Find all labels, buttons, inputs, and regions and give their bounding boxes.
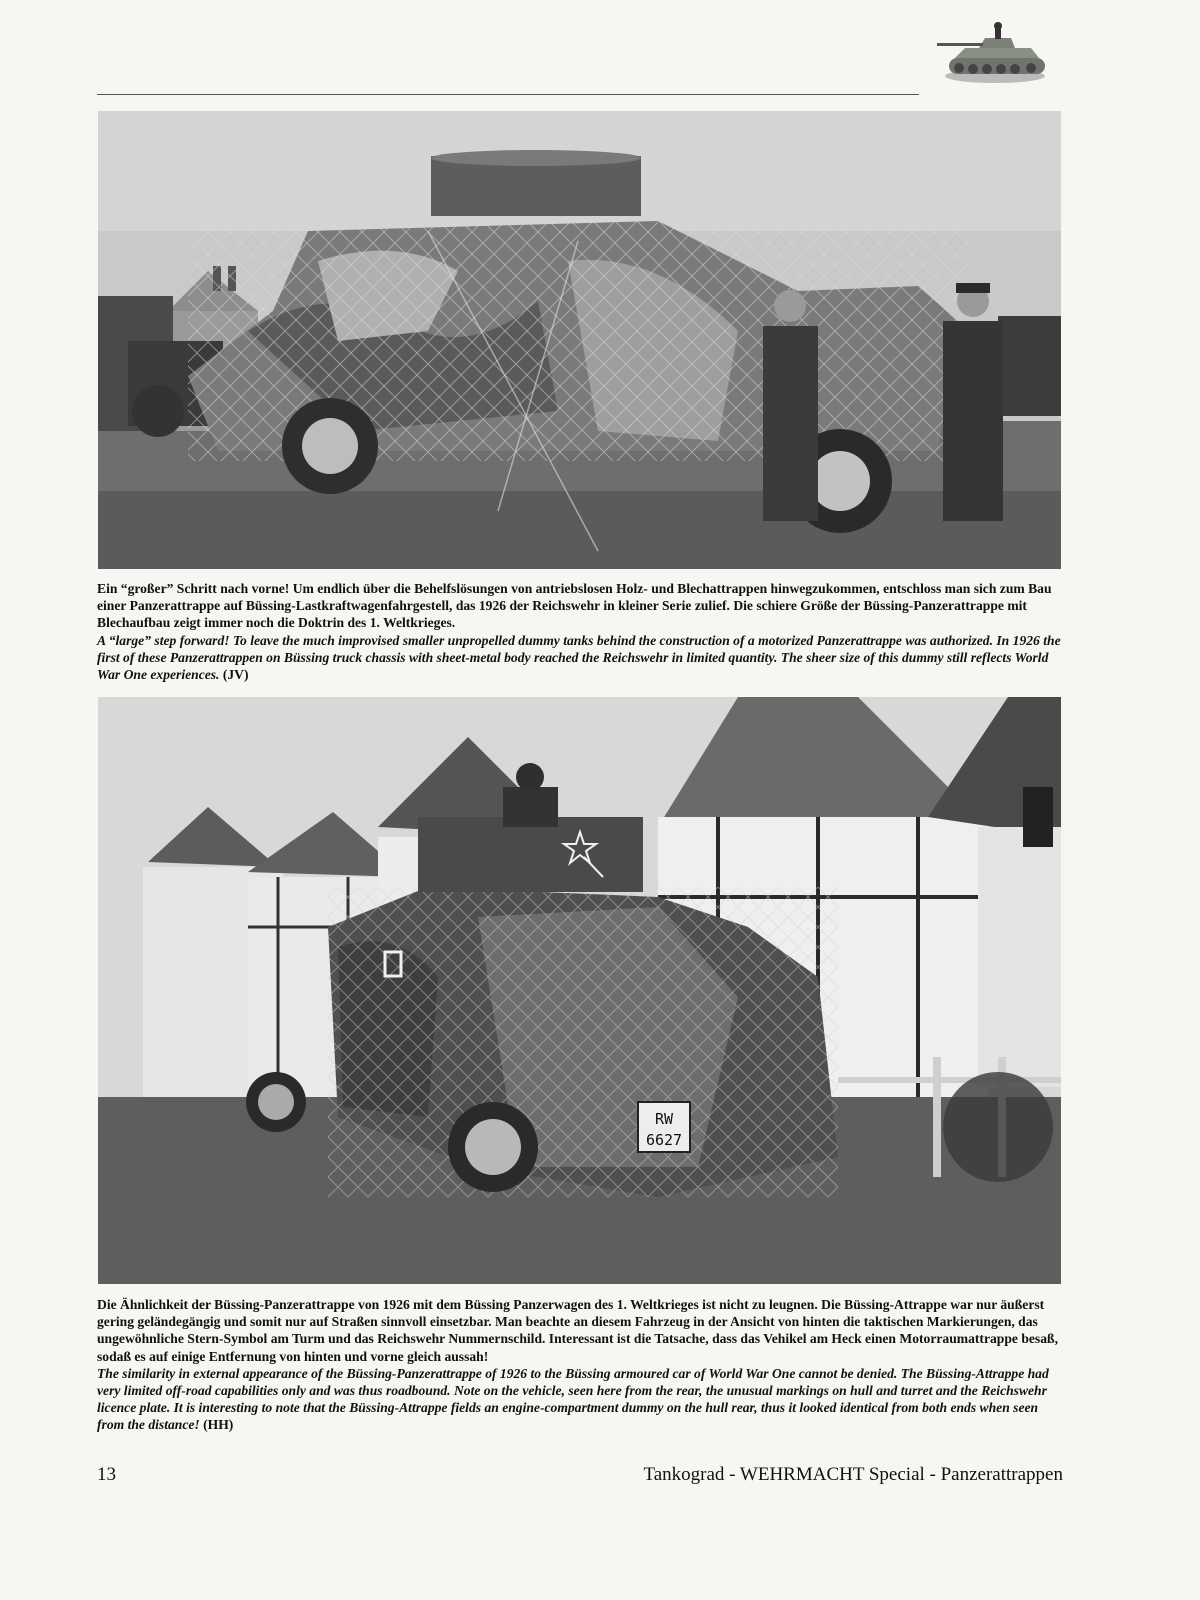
header-rule bbox=[97, 94, 919, 95]
caption-1-english bbox=[97, 632, 1062, 684]
caption-2-credit: (HH) bbox=[203, 1417, 234, 1433]
licence-plate-line-1: RW bbox=[654, 1110, 674, 1128]
caption-1-german: Ein “großer” Schritt nach vorne! Um endlich über die Behelfslösungen von antriebslosen Holz- und Blechattrappen hinwegzukommen, entschloss man sich zum Bau einer Panzerattrappe auf Büssing-Lastkraftwagenfahrgestell, das 1926 der Reichswehr in kleiner Serie zulief. Die schiere Größe der Büssing-Panzerattrappe mit Blechaufbau zeigt immer noch die Doktrin des 1. Weltkrieges. bbox=[97, 581, 1052, 631]
photo-dummy-tank-village bbox=[98, 697, 1061, 1284]
caption-2-german: Die Ähnlichkeit der Büssing-Panzerattrappe von 1926 mit dem Büssing Panzerwagen des 1. Weltkrieges ist nicht zu leugnen. Die Büssing-Attrappe war nur äußerst gering geländegängig und somit nur auf Straßen sinnvoll einsetzbar. Man beachte an diesem Fahrzeug in der Ansicht von hinten die taktischen Markierungen, das ungewöhnliche Stern-Symbol am Turm und das Reichswehr Nummernschild. Interessant ist die Tatsache, dass das Vehikel am Heck einen Motorraumattrappe besaß, sodaß es auf einige Entfernung von hinten und vorne gleich aussah! bbox=[97, 1297, 1058, 1364]
caption-2-english-text: The similarity in external appearance of the Büssing-Panzerattrappe of 1926 to the Büssing armoured car of World War One cannot be denied. The Büssing-Attrappe had very limited off-road capabilities only and was thus roadbound. Note on the vehicle, seen here from the rear, the unusual markings on hull and turret and the Reichswehr licence plate. It is interesting to note that the Büssing-Attrappe fields an engine-compartment dummy on the hull rear, thus it looked identical from both ends when seen from the distance! bbox=[97, 1365, 1049, 1433]
caption-2-english bbox=[97, 1365, 1062, 1434]
licence-plate-line-2: 6627 bbox=[645, 1131, 683, 1149]
photo-1-caption bbox=[97, 580, 1062, 683]
caption-1-english-text: A “large” step forward! To leave the much improvised smaller unpropelled dummy tanks behind the construction of a motorized Panzerattrappe was authorized. In 1926 the first of these Panzerattrappen on Büssing truck chassis with sheet-metal body reached the Reichswehr in limited quantity. The sheer size of this dummy still reflects World War One experiences. bbox=[97, 632, 1061, 683]
tank-logo-icon bbox=[935, 16, 1055, 88]
caption-1-credit: (JV) bbox=[222, 667, 249, 683]
photo-2-caption bbox=[97, 1296, 1062, 1434]
page-number: 13 bbox=[97, 1464, 116, 1485]
photo-dummy-tank-field bbox=[98, 111, 1061, 569]
running-footer-title: Tankograd - WEHRMACHT Special - Panzerattrappen bbox=[643, 1464, 1063, 1485]
